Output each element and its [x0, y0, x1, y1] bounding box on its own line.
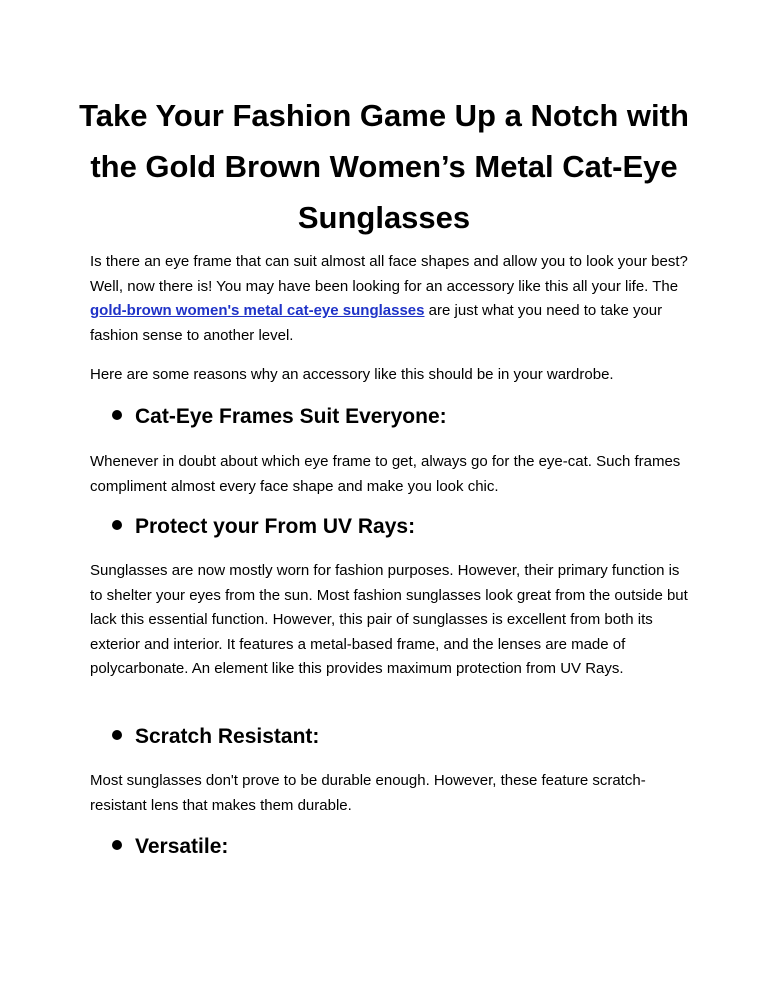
page-title: Take Your Fashion Game Up a Notch with the Gold Brown Women’s Metal Cat-Eye Sunglasses [79, 98, 689, 235]
section-body-uv: Sunglasses are now mostly worn for fashion purposes. However, their primary function is to shelter your eyes from the sun. Most fashion sunglasses look great from the outside but lack this essential function. However, this pair of sunglasses is excellent from both its exterior and interior. It features a metal-based frame, and the lenses are made of polycarbonate. An element like this provides maximum protection from UV Rays. [90, 562, 688, 677]
bullet-icon [112, 730, 122, 740]
bullet-icon [112, 520, 122, 530]
section-body-cat-eye: Whenever in doubt about which eye frame to get, always go for the eye-cat. Such frames compliment almost every face shape and make you look chic. [90, 453, 681, 495]
section-heading-cat-eye [112, 403, 447, 431]
reasons-intro-paragraph: Here are some reasons why an accessory like this should be in your wardrobe. [90, 366, 614, 383]
product-link[interactable]: gold-brown women's metal cat-eye sunglasses [90, 302, 425, 319]
section-heading-versatile [112, 833, 228, 861]
section-heading-text: Scratch Resistant: [135, 725, 320, 748]
intro-text-after-link: are just what you need to take your fashion sense to another level. [90, 302, 663, 344]
section-heading-scratch [112, 723, 319, 751]
section-heading-text: Protect your From UV Rays: [135, 515, 416, 538]
intro-paragraph [90, 250, 690, 348]
section-heading-uv [112, 513, 415, 541]
section-heading-text: Cat-Eye Frames Suit Everyone: [135, 405, 447, 428]
bullet-icon [112, 840, 122, 850]
bullet-icon [112, 410, 122, 420]
section-body-scratch: Most sunglasses don't prove to be durable enough. However, these feature scratch-resistant lens that makes them durable. [90, 772, 646, 814]
section-heading-text: Versatile: [135, 835, 229, 858]
intro-text-before-link: Is there an eye frame that can suit almost all face shapes and allow you to look your best? Well, now there is! You may have been looking for an accessory like this all your life. The [90, 253, 688, 295]
